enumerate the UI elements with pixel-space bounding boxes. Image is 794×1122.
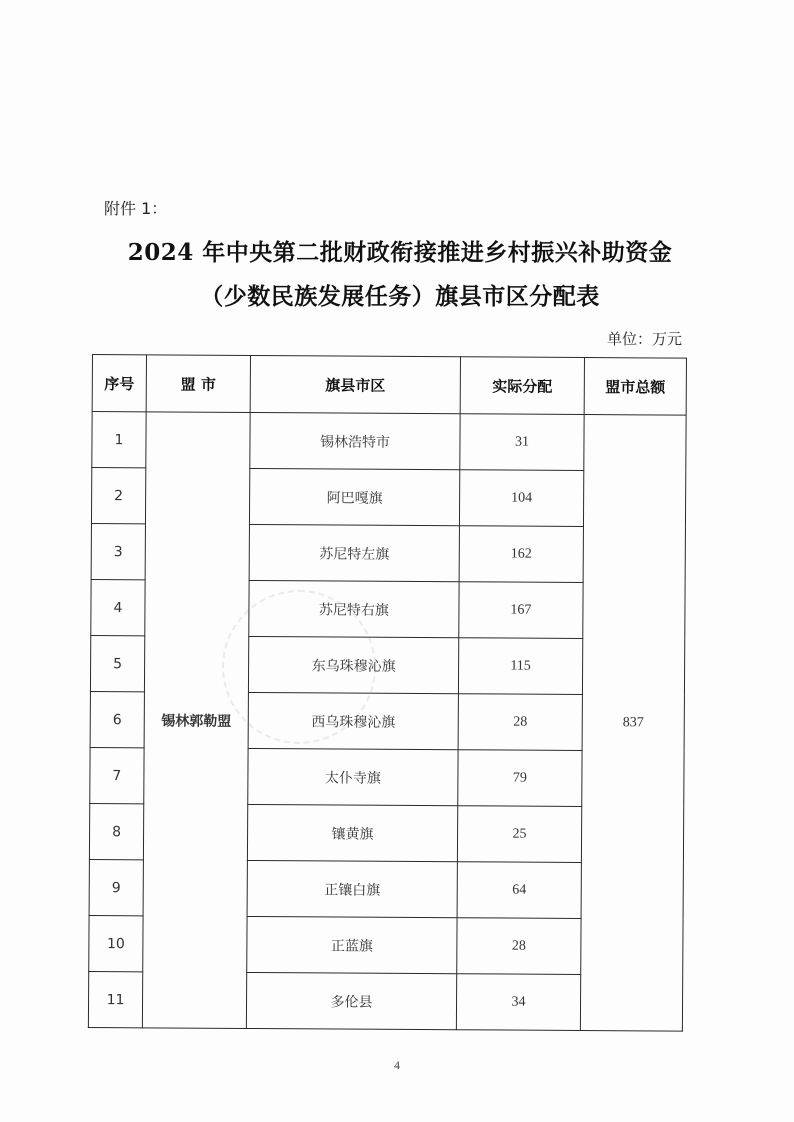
row-county: 正蓝旗 — [247, 916, 457, 973]
row-seq: 7 — [90, 747, 144, 803]
row-county: 正镶白旗 — [247, 860, 457, 917]
header-amount: 实际分配 — [460, 357, 584, 415]
row-amount: 64 — [457, 862, 581, 919]
header-total: 盟市总额 — [584, 358, 686, 416]
row-seq: 3 — [91, 523, 145, 579]
row-county: 西乌珠穆沁旗 — [248, 692, 458, 749]
title-line-2: （少数民族发展任务）旗县市区分配表 — [200, 283, 600, 310]
league-total: 837 — [580, 415, 686, 1032]
row-amount: 31 — [460, 414, 584, 471]
league-name: 锡林郭勒盟 — [142, 412, 250, 1029]
row-seq: 8 — [89, 803, 143, 859]
table-row — [92, 412, 686, 472]
row-seq: 5 — [90, 635, 144, 691]
row-county: 苏尼特右旗 — [249, 580, 459, 637]
row-amount: 162 — [459, 526, 583, 583]
row-amount: 28 — [457, 918, 581, 975]
row-amount: 167 — [459, 582, 583, 639]
header-league: 盟 市 — [146, 355, 250, 413]
row-seq: 2 — [91, 468, 145, 524]
row-amount: 34 — [456, 974, 580, 1031]
row-amount: 104 — [459, 470, 583, 527]
row-county: 太仆寺旗 — [248, 748, 458, 805]
row-county: 阿巴嘎旗 — [249, 468, 459, 525]
row-seq: 9 — [89, 859, 143, 915]
attachment-label: 附件 1： — [104, 199, 168, 218]
row-seq: 10 — [89, 915, 143, 971]
row-county: 苏尼特左旗 — [249, 524, 459, 581]
row-amount: 28 — [458, 694, 582, 751]
page-number: 4 — [394, 1058, 400, 1072]
row-seq: 4 — [91, 579, 145, 635]
row-county: 东乌珠穆沁旗 — [248, 636, 458, 693]
row-county: 镶黄旗 — [247, 804, 457, 861]
row-county: 锡林浩特市 — [250, 412, 460, 469]
row-amount: 25 — [457, 806, 581, 863]
row-seq: 6 — [90, 691, 144, 747]
table-header-row — [92, 355, 686, 416]
unit-label: 单位：万元 — [606, 330, 682, 348]
row-amount: 115 — [458, 638, 582, 695]
header-county: 旗县市区 — [250, 355, 460, 413]
title-line-1: 2024 年中央第二批财政衔接推进乡村振兴补助资金 — [127, 239, 673, 266]
row-seq: 1 — [92, 412, 146, 468]
header-seq: 序号 — [92, 355, 146, 412]
allocation-table — [88, 354, 687, 1032]
row-seq: 11 — [88, 971, 142, 1027]
row-county: 多伦县 — [246, 972, 456, 1029]
row-amount: 79 — [458, 750, 582, 807]
